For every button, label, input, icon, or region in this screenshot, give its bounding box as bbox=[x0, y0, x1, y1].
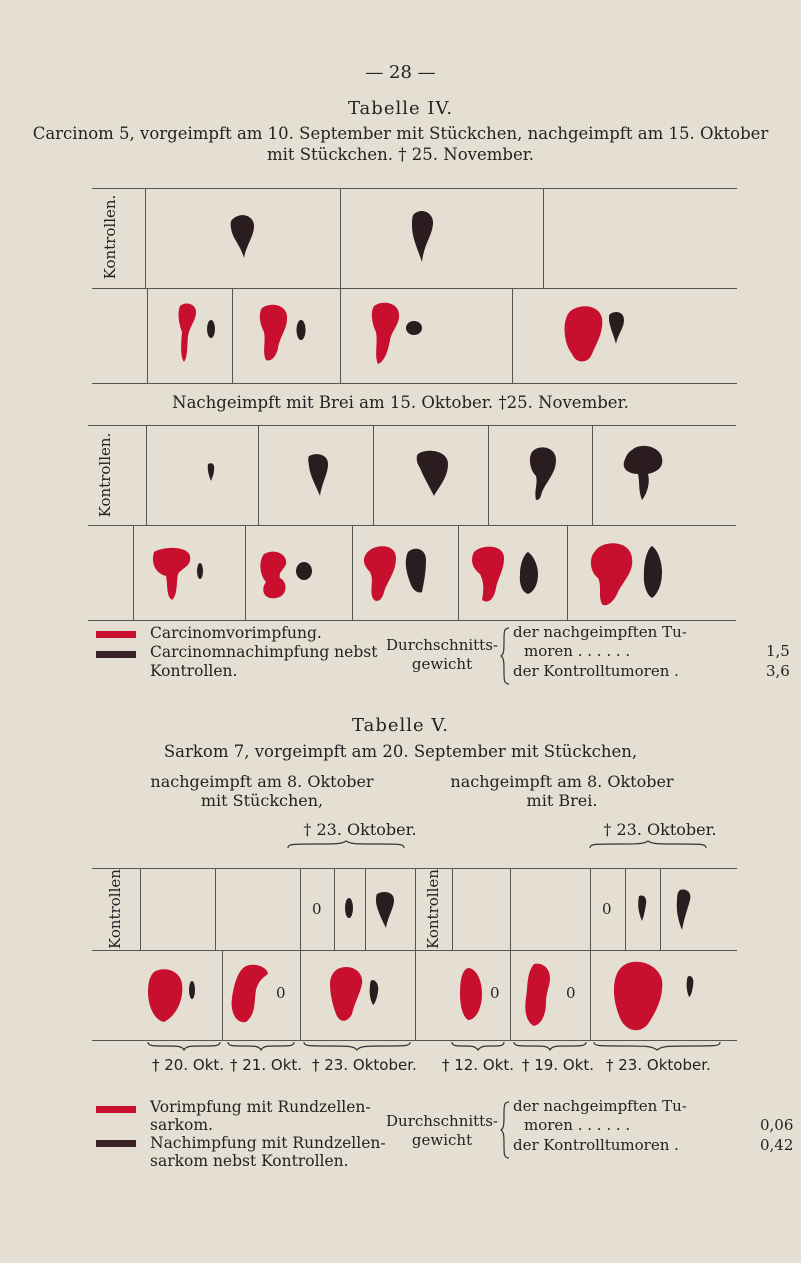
table5-right-head2: mit Brei. bbox=[526, 791, 598, 810]
table4-row2-text: der Kontrolltumoren . bbox=[513, 662, 679, 680]
tumor-control bbox=[374, 890, 396, 930]
table5-weight-label1: Durchschnitts- bbox=[386, 1112, 498, 1130]
page-number: — 28 — bbox=[365, 62, 436, 83]
tumor-control-small bbox=[196, 562, 204, 580]
tumor-reimplant bbox=[362, 544, 398, 604]
table5-row2-value: 0,42 bbox=[760, 1136, 794, 1154]
tumor-control-small bbox=[518, 550, 540, 596]
tumor-control-small bbox=[685, 974, 695, 998]
table5-row1-value: 0,06 bbox=[760, 1116, 794, 1134]
tumor-reimplant bbox=[326, 964, 366, 1024]
table5-weight-label2: gewicht bbox=[411, 1131, 473, 1149]
tumor-control bbox=[344, 896, 354, 920]
table4-weight-label1: Durchschnitts- bbox=[386, 636, 498, 654]
tumor-control bbox=[414, 448, 450, 498]
table4-controls-label: Kontrollen. bbox=[101, 194, 119, 280]
table4-caption-line2: mit Stückchen. † 25. November. bbox=[266, 145, 535, 164]
table5-legend-item2: Nachimpfung mit Rundzellen- bbox=[150, 1134, 386, 1152]
tumor-reimplant bbox=[258, 302, 290, 364]
zero-marker: 0 bbox=[490, 984, 500, 1002]
tumor-reimplant bbox=[588, 540, 634, 610]
tumor-control-small bbox=[404, 546, 430, 596]
brace bbox=[146, 1040, 222, 1052]
table5-legend-item2b: sarkom nebst Kontrollen. bbox=[150, 1152, 349, 1170]
legend-swatch-dark bbox=[96, 1140, 136, 1147]
table5-left-death: † 23. Oktober. bbox=[303, 820, 417, 839]
tumor-reimplant bbox=[258, 550, 290, 600]
table4-row1-text2: moren . . . . . . bbox=[524, 642, 631, 660]
tumor-reimplant bbox=[370, 300, 402, 366]
table5-left-head1: nachgeimpft am 8. Oktober bbox=[150, 772, 374, 791]
tumor-control bbox=[674, 888, 694, 932]
brace bbox=[592, 1040, 722, 1052]
table5-row2-text: der Kontrolltumoren . bbox=[513, 1136, 679, 1154]
death-date: † 21. Okt. bbox=[230, 1056, 303, 1074]
table4-legend-item2: Carcinomnachimpfung nebst bbox=[150, 643, 378, 661]
table5-right-head1: nachgeimpft am 8. Oktober bbox=[450, 772, 674, 791]
death-date: † 23. Oktober. bbox=[312, 1056, 417, 1074]
table4-title: Tabelle IV. bbox=[347, 98, 454, 119]
tumor-control bbox=[206, 462, 216, 482]
tumor-reimplant bbox=[228, 962, 270, 1026]
zero-marker: 0 bbox=[602, 900, 612, 918]
tumor-control-small bbox=[368, 978, 380, 1006]
tumor-control bbox=[408, 208, 438, 266]
tumor-reimplant bbox=[146, 966, 184, 1024]
brace bbox=[302, 1040, 412, 1052]
table4-row1-value: 1,5 bbox=[766, 642, 790, 660]
tumor-reimplant bbox=[458, 966, 484, 1022]
table5-top-brace-left bbox=[286, 840, 406, 850]
brace bbox=[512, 1040, 588, 1052]
table5-brace bbox=[500, 1100, 512, 1160]
table5-row1-text1: der nachgeimpften Tu- bbox=[513, 1097, 687, 1115]
table4-subheading: Nachgeimpft mit Brei am 15. Oktober. †25. November. bbox=[172, 393, 629, 412]
table4-row2-value: 3,6 bbox=[766, 662, 790, 680]
brace bbox=[226, 1040, 296, 1052]
table4-weight-label2: gewicht bbox=[411, 655, 473, 673]
tumor-reimplant bbox=[612, 960, 664, 1034]
legend-swatch-red bbox=[96, 1106, 136, 1113]
brace bbox=[450, 1040, 506, 1052]
legend-swatch-dark bbox=[96, 651, 136, 658]
table5-right-death: † 23. Oktober. bbox=[603, 820, 717, 839]
table5-controls-label-right: Kontrollen bbox=[424, 869, 442, 949]
tumor-reimplant bbox=[470, 544, 506, 604]
death-date: † 12. Okt. bbox=[442, 1056, 515, 1074]
tumor-control bbox=[228, 212, 258, 262]
table4-row1-text1: der nachgeimpften Tu- bbox=[513, 623, 687, 641]
table4-controls-label-2: Kontrollen. bbox=[96, 432, 114, 518]
zero-marker: 0 bbox=[566, 984, 576, 1002]
zero-marker: 0 bbox=[276, 984, 286, 1002]
death-date: † 19. Okt. bbox=[522, 1056, 595, 1074]
table5-title: Tabelle V. bbox=[352, 715, 449, 736]
death-date: † 23. Oktober. bbox=[606, 1056, 711, 1074]
tumor-control-small bbox=[296, 318, 306, 342]
tumor-reimplant bbox=[150, 546, 192, 602]
death-date: † 20. Okt. bbox=[152, 1056, 225, 1074]
table4-legend-item2b: Kontrollen. bbox=[150, 662, 238, 680]
tumor-control bbox=[622, 444, 664, 502]
table5-controls-label-left: Kontrollen bbox=[106, 869, 124, 949]
tumor-control-small bbox=[206, 318, 216, 340]
zero-marker: 0 bbox=[312, 900, 322, 918]
table4-legend-item1: Carcinomvorimpfung. bbox=[150, 624, 322, 642]
tumor-control-small bbox=[294, 560, 314, 582]
table4-brace bbox=[500, 626, 512, 686]
tumor-control bbox=[528, 444, 558, 502]
tumor-reimplant bbox=[176, 302, 198, 364]
tumor-control-small bbox=[608, 310, 626, 346]
tumor-reimplant bbox=[562, 304, 604, 364]
table5-row1-text2: moren . . . . . . bbox=[524, 1116, 631, 1134]
table5-legend-item1b: sarkom. bbox=[150, 1116, 213, 1134]
tumor-control-small bbox=[404, 318, 424, 338]
tumor-control bbox=[306, 452, 330, 498]
table5-top-brace-right bbox=[588, 840, 708, 850]
tumor-control-small bbox=[642, 544, 664, 600]
table5-caption: Sarkom 7, vorgeimpft am 20. September mit Stückchen, bbox=[163, 742, 638, 761]
legend-swatch-red bbox=[96, 631, 136, 638]
table4-caption-line1: Carcinom 5, vorgeimpft am 10. September mit Stückchen, nachgeimpft am 15. Oktober bbox=[32, 124, 769, 143]
tumor-control-small bbox=[188, 980, 196, 1000]
tumor-reimplant bbox=[522, 962, 554, 1028]
table5-left-head2: mit Stückchen, bbox=[200, 791, 324, 810]
table5-legend-item1: Vorimpfung mit Rundzellen- bbox=[150, 1098, 371, 1116]
tumor-control bbox=[636, 894, 648, 922]
